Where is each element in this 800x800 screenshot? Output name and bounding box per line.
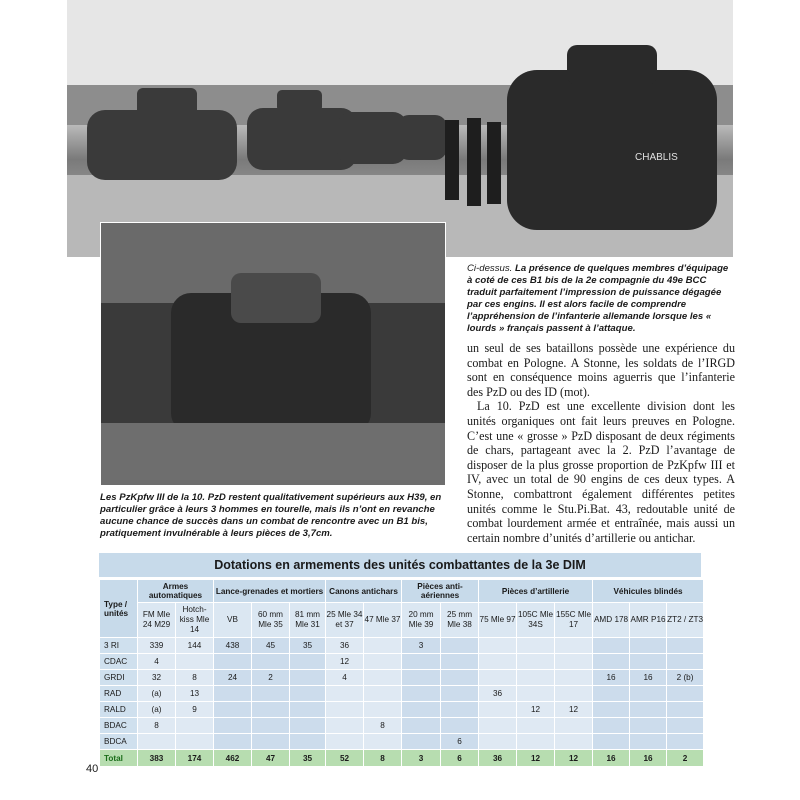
pzkpfw-illustration <box>101 223 445 485</box>
table-cell: 16 <box>593 670 630 686</box>
photo-pzkpfw-iii <box>100 222 446 486</box>
table-cell <box>630 654 667 670</box>
column-header: 25 Mle 34 et 37 <box>326 603 364 638</box>
table-cell <box>630 734 667 750</box>
table-row <box>100 718 704 734</box>
caption-lead: Ci-dessus. <box>467 263 513 274</box>
unit-label: BDAC <box>100 718 138 734</box>
table-cell <box>252 734 290 750</box>
table-cell <box>630 686 667 702</box>
table-cell: 3 <box>402 638 441 654</box>
table-cell: 438 <box>214 638 252 654</box>
body-text <box>467 341 735 545</box>
table-cell <box>214 702 252 718</box>
table-cell: 339 <box>138 638 176 654</box>
table-cell <box>667 702 704 718</box>
column-header: 155C Mle 17 <box>555 603 593 638</box>
table-cell: 144 <box>176 638 214 654</box>
table-cell <box>402 670 441 686</box>
body-paragraph: un seul de ses bataillons possède une expérience du combat en Pologne. A Stonne, les soldats de l’IRGD sont en conséquence moins aguerris que l’infanterie des PzD ou des ID (mot). <box>467 341 735 399</box>
armament-table <box>99 579 704 767</box>
table-cell: 35 <box>290 638 326 654</box>
table-cell <box>176 654 214 670</box>
table-cell <box>252 654 290 670</box>
unit-label: GRDI <box>100 670 138 686</box>
table-cell <box>517 734 555 750</box>
table-cell: 12 <box>555 702 593 718</box>
table-cell <box>593 654 630 670</box>
table-cell <box>479 702 517 718</box>
table-cell: 36 <box>479 750 517 767</box>
table-cell <box>290 702 326 718</box>
table-cell <box>290 670 326 686</box>
table-cell: (a) <box>138 702 176 718</box>
table-row <box>100 670 704 686</box>
table-cell <box>214 654 252 670</box>
column-header: Hotch-kiss Mle 14 <box>176 603 214 638</box>
table-cell: 2 <box>252 670 290 686</box>
table-title: Dotations en armements des unités combattantes de la 3e DIM <box>99 553 701 579</box>
column-header: AMR P16 <box>630 603 667 638</box>
table-row <box>100 638 704 654</box>
table-cell: 16 <box>630 750 667 767</box>
table-cell <box>214 686 252 702</box>
unit-label: BDCA <box>100 734 138 750</box>
table-cell <box>441 638 479 654</box>
page-number: 40 <box>86 763 99 775</box>
group-header-row <box>100 580 704 603</box>
column-header: 75 Mle 97 <box>479 603 517 638</box>
table-cell <box>667 686 704 702</box>
table-cell <box>555 718 593 734</box>
photo-caption-left: Les PzKpfw III de la 10. PzD restent qualitativement supérieurs aux H39, en particulier grâce à leurs 3 hommes en tourelle, mais ils n’ont en revanche aucune chance de succès dans un combat de rencontre avec un B1 bis, pratiquement invulnérable à leurs pièces de 3,7cm. <box>100 492 442 539</box>
table-cell: 16 <box>630 670 667 686</box>
table-cell: 9 <box>176 702 214 718</box>
table-cell <box>593 718 630 734</box>
table-cell <box>252 718 290 734</box>
unit-label: CDAC <box>100 654 138 670</box>
table-cell: (a) <box>138 686 176 702</box>
table-cell: 8 <box>364 750 402 767</box>
group-header: Pièces d’artillerie <box>479 580 593 603</box>
photo-caption-top <box>467 263 735 335</box>
table-cell <box>402 718 441 734</box>
column-header: 25 mm Mle 38 <box>441 603 479 638</box>
table-cell <box>290 654 326 670</box>
table-cell: 12 <box>517 702 555 718</box>
table-row <box>100 654 704 670</box>
table-cell: 36 <box>326 638 364 654</box>
table-cell <box>252 686 290 702</box>
column-header: AMD 178 <box>593 603 630 638</box>
table-cell <box>364 654 402 670</box>
table-cell <box>517 686 555 702</box>
type-header: Type / unités <box>100 580 138 638</box>
table-cell: 8 <box>364 718 402 734</box>
table-cell <box>326 686 364 702</box>
caption-text: La présence de quelques membres d’équipage à coté de ces B1 bis de la 2e compagnie du 49e BCC traduit parfaitement l’impression de puissance dégagée par ces engins. Il est alors facile de comprendre l’appréhension de l’infanterie allemande lorsque les « lourds » français passent à l’attaque. <box>467 263 729 334</box>
table-cell <box>479 638 517 654</box>
table-cell: 32 <box>138 670 176 686</box>
table-cell <box>364 670 402 686</box>
table-cell <box>593 734 630 750</box>
table-cell <box>517 638 555 654</box>
table-cell <box>517 718 555 734</box>
table-cell: 12 <box>555 750 593 767</box>
table-cell <box>555 638 593 654</box>
group-header: Véhicules blindés <box>593 580 704 603</box>
table-cell: 52 <box>326 750 364 767</box>
table-cell <box>555 686 593 702</box>
table-cell <box>138 734 176 750</box>
table-cell <box>479 734 517 750</box>
table-cell <box>479 670 517 686</box>
table-cell: 4 <box>326 670 364 686</box>
table-cell <box>326 702 364 718</box>
table-cell <box>555 734 593 750</box>
table-cell <box>630 638 667 654</box>
photo-b1-bis-tanks <box>67 0 733 257</box>
table-cell <box>593 702 630 718</box>
column-header-row <box>100 603 704 638</box>
table-row <box>100 702 704 718</box>
table-cell: 12 <box>326 654 364 670</box>
table-cell <box>667 638 704 654</box>
table-cell <box>630 702 667 718</box>
table-cell <box>364 686 402 702</box>
table-cell <box>364 638 402 654</box>
table-cell <box>364 734 402 750</box>
column-header: 20 mm Mle 39 <box>402 603 441 638</box>
group-header: Canons antichars <box>326 580 402 603</box>
tank-marking: CHABLIS <box>635 152 678 163</box>
column-header: 105C Mle 34S <box>517 603 555 638</box>
table-cell <box>290 686 326 702</box>
table-cell <box>555 654 593 670</box>
tanks-illustration <box>67 0 733 257</box>
table-cell: 8 <box>176 670 214 686</box>
table-cell <box>441 670 479 686</box>
table-cell <box>176 718 214 734</box>
table-cell <box>667 734 704 750</box>
table-cell: 12 <box>517 750 555 767</box>
table-cell <box>517 670 555 686</box>
table-cell: 3 <box>402 750 441 767</box>
table-cell <box>441 654 479 670</box>
table-cell <box>555 670 593 686</box>
table-cell <box>667 654 704 670</box>
table-cell <box>326 718 364 734</box>
group-header: Armes automatiques <box>138 580 214 603</box>
table-cell: 36 <box>479 686 517 702</box>
table-cell <box>593 686 630 702</box>
armament-table-box <box>99 553 704 763</box>
table-cell: 6 <box>441 750 479 767</box>
column-header: VB <box>214 603 252 638</box>
table-cell <box>441 702 479 718</box>
unit-label: RALD <box>100 702 138 718</box>
table-cell: 6 <box>441 734 479 750</box>
table-cell: 47 <box>252 750 290 767</box>
table-cell <box>441 686 479 702</box>
table-cell <box>667 718 704 734</box>
column-header: FM Mle 24 M29 <box>138 603 176 638</box>
table-cell <box>402 734 441 750</box>
table-cell <box>402 686 441 702</box>
table-cell: 16 <box>593 750 630 767</box>
table-cell <box>214 734 252 750</box>
table-cell: 45 <box>252 638 290 654</box>
table-cell <box>326 734 364 750</box>
column-header: 60 mm Mle 35 <box>252 603 290 638</box>
table-cell: 2 <box>667 750 704 767</box>
table-cell <box>364 702 402 718</box>
body-paragraph: La 10. PzD est une excellente division dont les unités organiques ont fait leurs preuves en Pologne. C’est une « grosse » PzD disposant de deux régiments de chars, partageant avec la 2. PzD l’avantage de disposer de la plus grosse proportion de PzKpfw III et IV, avec un total de 90 engins de ces deux types. A Stonne, combattront également différentes petites unités comme le Stu.Pi.Bat. 43, redoutable unité de combat lourdement armée et entraînée, mais aussi un certain nombre d’unités d’artillerie ou antichar. <box>467 399 735 545</box>
table-cell <box>593 638 630 654</box>
table-cell <box>479 718 517 734</box>
table-row <box>100 686 704 702</box>
table-row <box>100 734 704 750</box>
group-header: Lance-grenades et mortiers <box>214 580 326 603</box>
table-cell <box>402 702 441 718</box>
table-cell: 8 <box>138 718 176 734</box>
table-cell: 24 <box>214 670 252 686</box>
group-header: Pièces anti-aériennes <box>402 580 479 603</box>
table-cell <box>630 718 667 734</box>
table-cell: 462 <box>214 750 252 767</box>
table-cell: 383 <box>138 750 176 767</box>
table-cell <box>517 654 555 670</box>
table-cell <box>441 718 479 734</box>
table-cell <box>290 718 326 734</box>
table-cell <box>252 702 290 718</box>
unit-label: 3 RI <box>100 638 138 654</box>
table-cell <box>479 654 517 670</box>
column-header: 81 mm Mle 31 <box>290 603 326 638</box>
table-total-row <box>100 750 704 767</box>
unit-label: RAD <box>100 686 138 702</box>
table-cell <box>402 654 441 670</box>
table-cell: 35 <box>290 750 326 767</box>
table-cell: 4 <box>138 654 176 670</box>
table-cell: 174 <box>176 750 214 767</box>
column-header: ZT2 / ZT3 <box>667 603 704 638</box>
unit-label: Total <box>100 750 138 767</box>
table-body <box>100 638 704 767</box>
column-header: 47 Mle 37 <box>364 603 402 638</box>
table-cell <box>176 734 214 750</box>
table-cell: 2 (b) <box>667 670 704 686</box>
table-cell <box>290 734 326 750</box>
table-cell: 13 <box>176 686 214 702</box>
table-cell <box>214 718 252 734</box>
